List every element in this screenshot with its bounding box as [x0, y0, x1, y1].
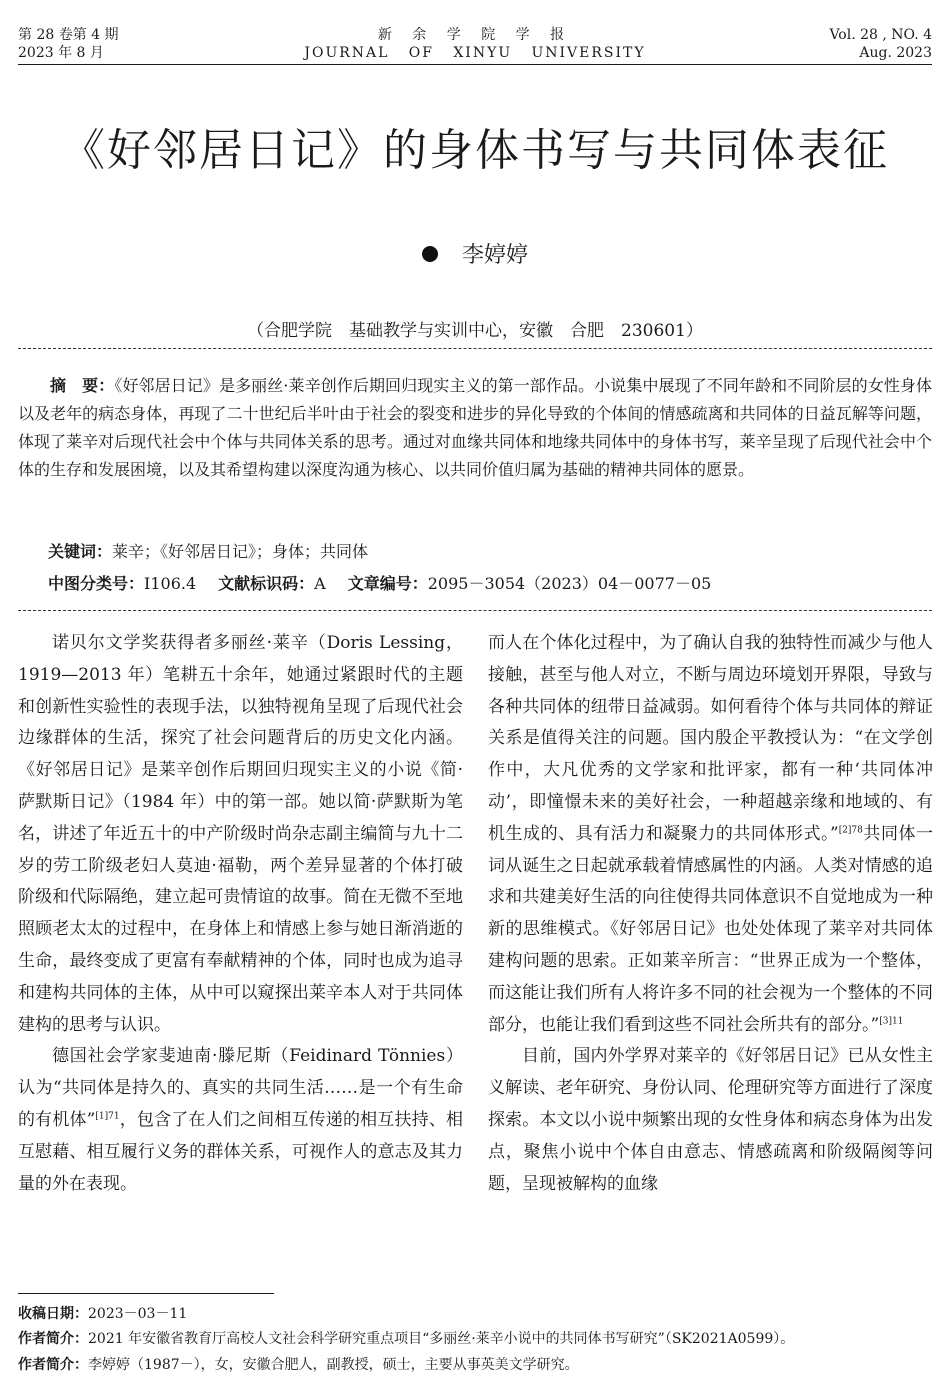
abstract-text: 《好邻居日记》是多丽丝·莱辛创作后期回归现实主义的第一部作品。小说集中展现了不同年龄和不同阶层的女性身体以及老年的病态身体，再现了二十世纪后半叶由于社会的裂变和进步的异化导致的个体间的情感疏离和共同体的日益瓦解等问题，体现了莱辛对后现代社会中个体与共同体关系的思考。通过对血缘共同体和地缘共同体中的身体书写，莱辛呈现了后现代社会中个体的生存和发展困境，以及其希望构建以深度沟通为核心、以共同价值归属为基础的精神共同体的愿景。: [18, 376, 932, 479]
header-rule: [18, 64, 932, 65]
issue-volume: 第 28 卷第 4 期: [18, 27, 119, 43]
abstract: [18, 372, 932, 484]
journal-name-en: JOURNAL OF XINYU UNIVERSITY: [304, 45, 646, 61]
clc-label: 中图分类号：: [48, 574, 145, 593]
footnote-received: 收稿日期：2023－03－11: [18, 1306, 188, 1322]
keywords-label: 关键词：: [48, 542, 113, 561]
keywords: [48, 538, 932, 566]
abstract-label: 摘 要：: [50, 376, 115, 395]
issue-date-en: Aug. 2023: [859, 45, 932, 61]
journal-name-cn: 新 余 学 院 学 报: [377, 27, 573, 43]
footnote-bio: 作者简介：李婷婷（1987－），女，安徽合肥人，副教授，硕士，主要从事英美文学研究。: [18, 1357, 579, 1373]
issue-date: 2023 年 8 月: [18, 45, 104, 61]
article-no-value: 2095－3054（2023）04－0077－05: [427, 574, 712, 593]
author-line: [0, 238, 950, 269]
footnote-fund: 作者简介：2021 年安徽省教育厅高校人文社会科学研究重点项目“多丽丝·莱辛小说中的共同体书写研究”（SK2021A0599）。: [18, 1331, 795, 1347]
body-paragraph: 德国社会学家斐迪南·滕尼斯（Feidinard Tönnies）认为“共同体是持久的、真实的共同生活……是一个有生命的有机体”$^{[1]71}$，包含了在人们之间相互传递的相互扶持、相互慰藉、相互履行义务的群体关系，可视作人的意志及其力量的外在表现。: [18, 1046, 463, 1194]
doc-code-value: A: [314, 574, 326, 593]
author-name: 李婷婷: [461, 243, 528, 268]
citation: [3]11: [879, 1015, 904, 1026]
body-column-right: [488, 628, 933, 1200]
bullet-icon: [422, 246, 438, 262]
body-column-left: [18, 628, 463, 1200]
footnote-rule: [18, 1293, 274, 1294]
dashed-divider-top: [18, 348, 932, 349]
issue-info-en: [829, 26, 932, 62]
body-paragraph: 诺贝尔文学奖获得者多丽丝·莱辛（Doris Lessing，1919—2013 年）笔耕五十余年，她通过紧跟时代的主题和创新性实验性的表现手法，以独特视角呈现了后现代社会边缘群体的生活，探究了社会问题背后的历史文化内涵。《好邻居日记》是莱辛创作后期回归现实主义的小说《简·萨默斯日记》（1984 年）中的第一部。她以简·萨默斯为笔名，讲述了年近五十的中产阶级时尚杂志副主编简与九十二岁的劳工阶级老妇人莫迪·福勒，两个差异显著的个体打破阶级和代际隔绝，建立起可贵情谊的故事。简在无微不至地照顾老太太的过程中，在身体上和情感上参与她日渐消逝的生命，最终变成了更富有奉献精神的个体，同时也成为追寻和建构共同体的主体，从中可以窥探出莱辛本人对于共同体建构的思考与认识。: [18, 633, 463, 1035]
citation: [1]71: [95, 1111, 120, 1122]
dashed-divider-bottom: [18, 610, 932, 611]
clc-value: I106.4: [144, 574, 197, 593]
affiliation: （合肥学院 基础教学与实训中心，安徽 合肥 230601）: [247, 321, 703, 341]
citation: [2]78: [838, 825, 863, 836]
article-no-label: 文章编号：: [347, 574, 428, 593]
classification-line: [48, 570, 932, 598]
keywords-text: 莱辛；《好邻居日记》；身体；共同体: [112, 542, 369, 561]
body-paragraph: 目前，国内外学界对莱辛的《好邻居日记》已从女性主义解读、老年研究、身份认同、伦理研究等方面进行了深度探索。本文以小说中频繁出现的女性身体和病态身体为出发点，聚焦小说中个体自由意志、情感疏离和阶级隔阂等问题，呈现被解构的血缘: [488, 1046, 933, 1194]
doc-code-label: 文献标识码：: [218, 574, 315, 593]
article-title: 《好邻居日记》的身体书写与共同体表征: [61, 125, 889, 176]
journal-name: [0, 26, 950, 62]
issue-volume-en: Vol. 28 , NO. 4: [829, 27, 932, 43]
body-paragraph: 而人在个体化过程中，为了确认自我的独特性而减少与他人接触，甚至与他人对立，不断与周边环境划开界限，导致与各种共同体的纽带日益减弱。如何看待个体与共同体的辩证关系是值得关注的问题。国内殷企平教授认为：“在文学创作中，大凡优秀的文学家和批评家，都有一种‘共同体冲动’，即憧憬未来的美好社会，一种超越亲缘和地域的、有机生成的、具有活力和凝聚力的共同体形式。”$^{[2]78}$共同体一词从诞生之日起就承载着情感属性的内涵。人类对情感的追求和共建美好生活的向往使得共同体意识不自觉地成为一种新的思维模式。《好邻居日记》也处处体现了莱辛对共同体建构问题的思索。正如莱辛所言：“世界正成为一个整体，而这能让我们所有人将许多不同的社会视为一个整体的不同部分，也能让我们看到这些不同社会所共有的部分。”$^{[3]11}$: [488, 633, 933, 1035]
